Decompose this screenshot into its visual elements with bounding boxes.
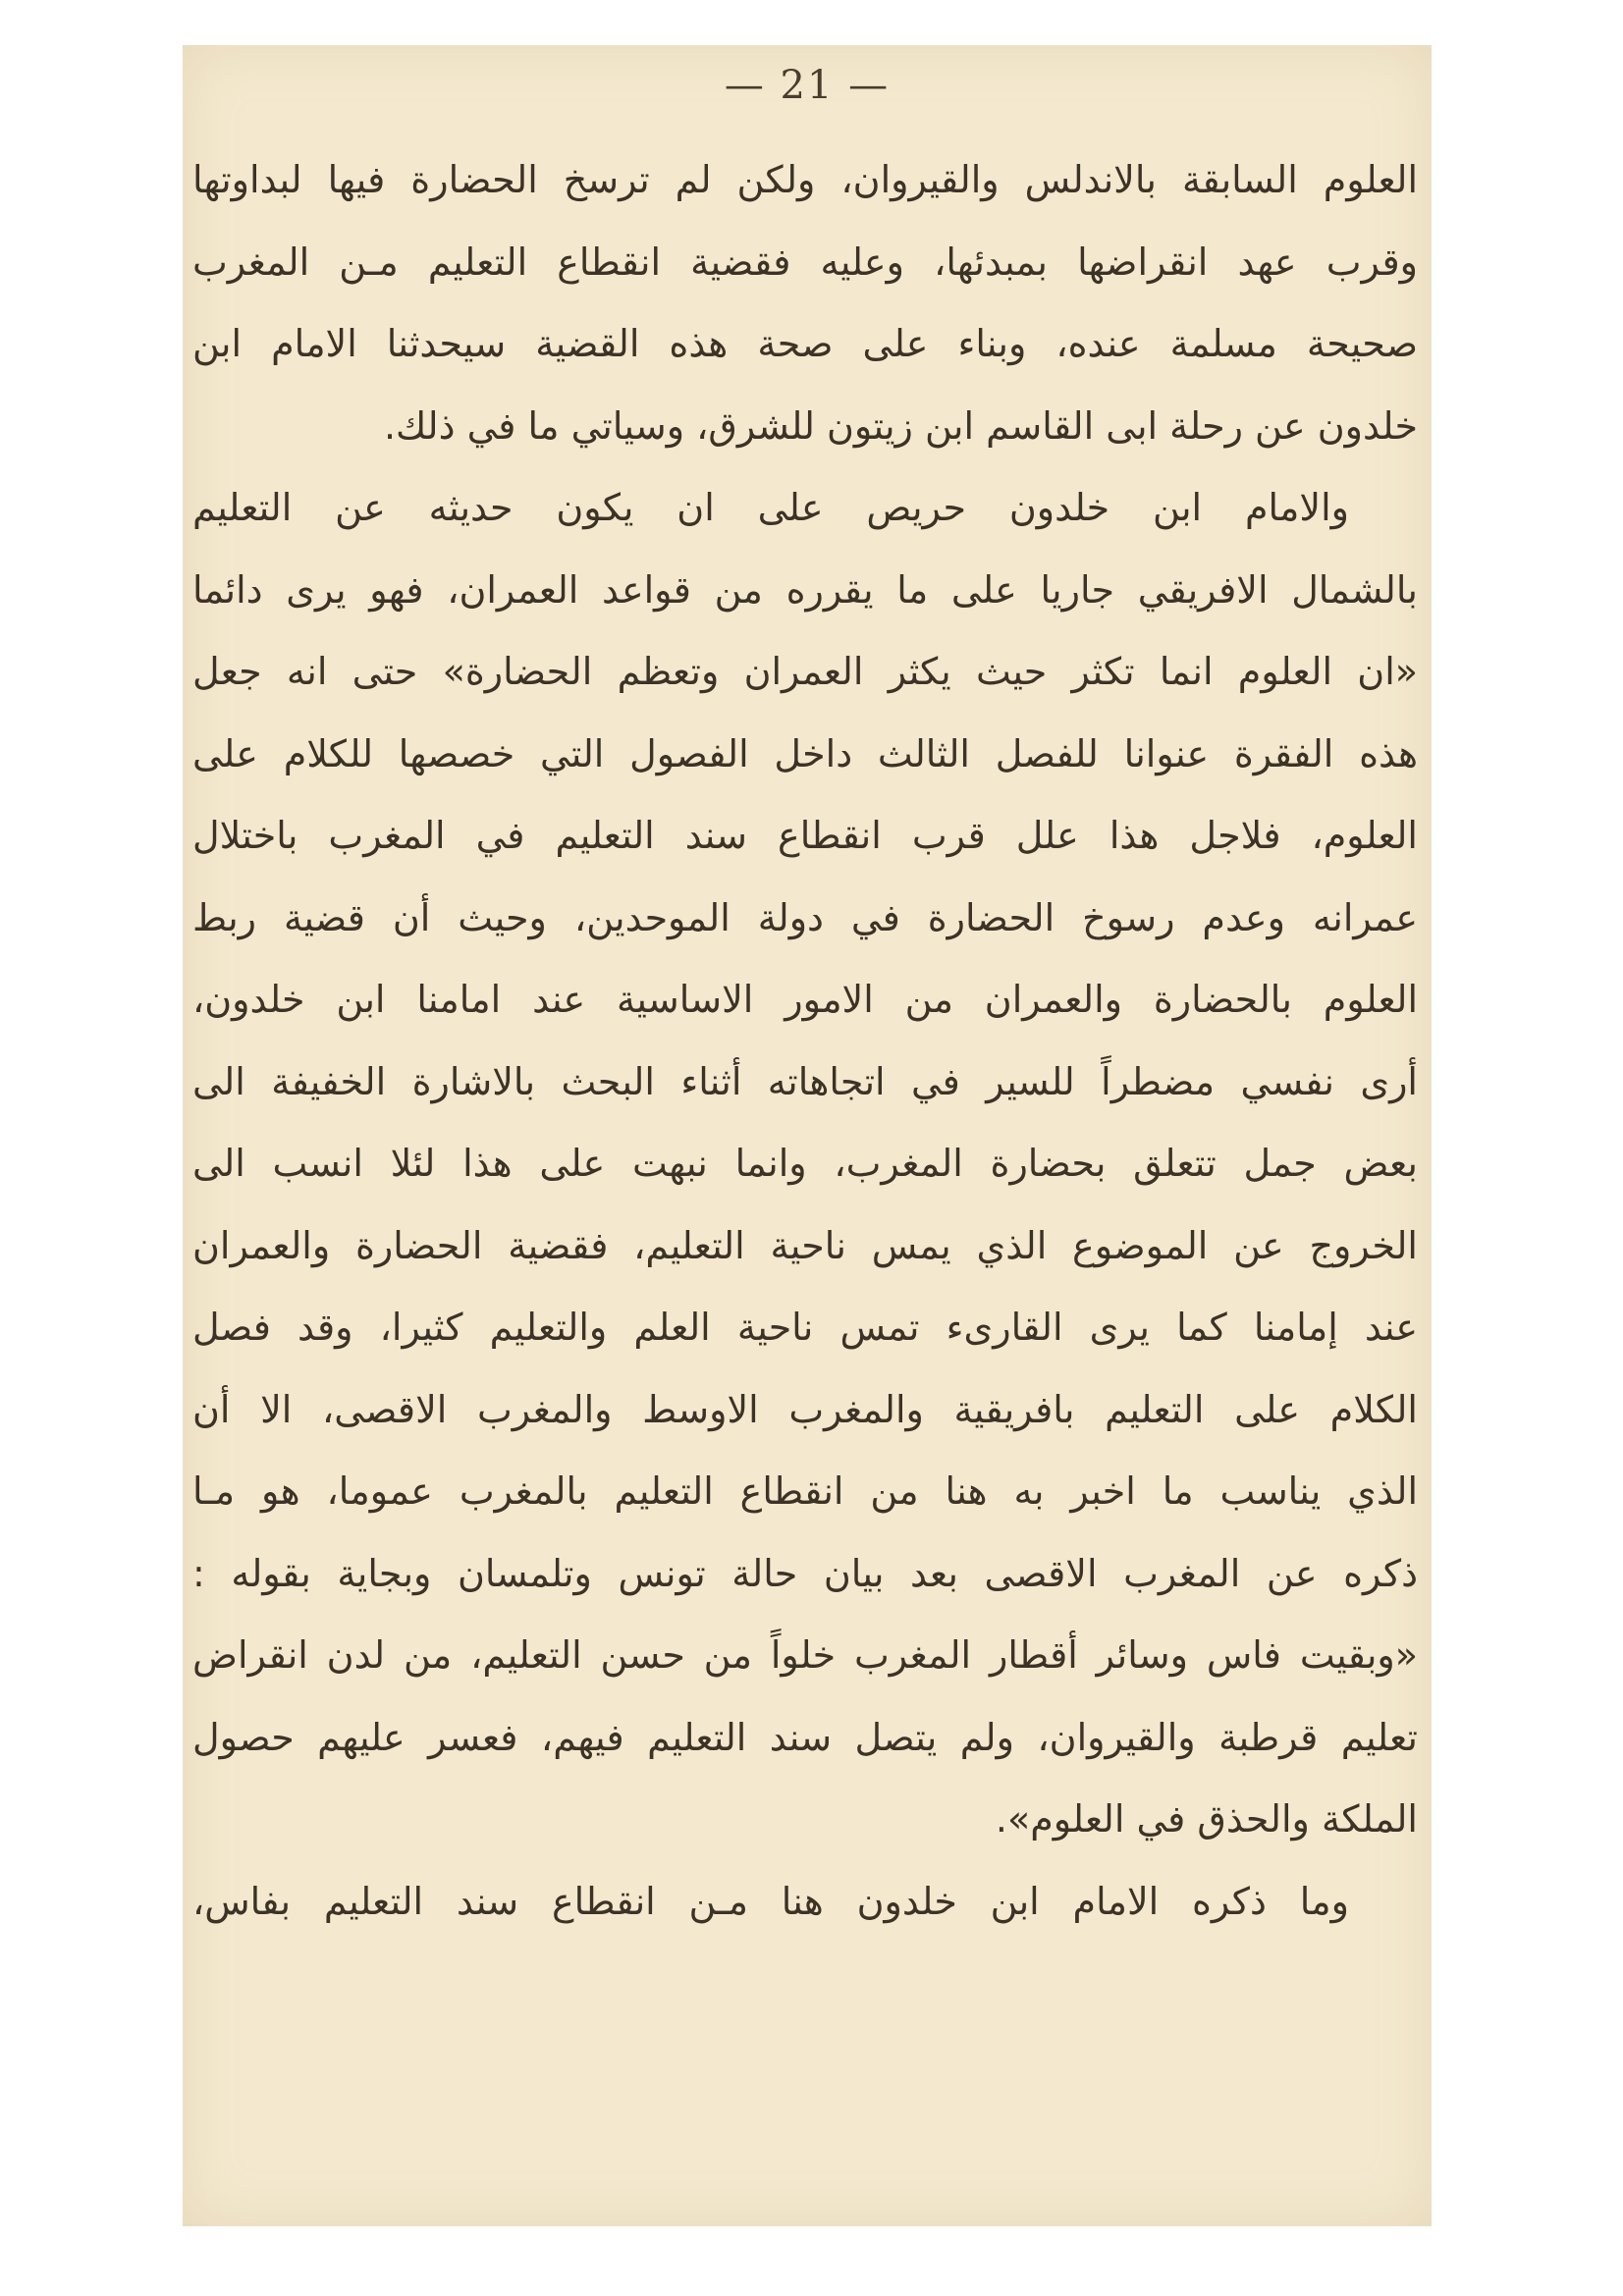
text-line: الكلام على التعليم بافريقية والمغرب الاوسط والمغرب الاقصى، الا أن <box>192 1387 1418 1431</box>
text-line: العلوم، فلاجل هذا علل قرب انقطاع سند التعليم في المغرب باختلال <box>192 814 1418 857</box>
text-line: خلدون عن رحلة ابى القاسم ابن زيتون للشرق، وسياتي ما في ذلك. <box>383 403 1418 448</box>
text-line: والامام ابن خلدون حريص على ان يكون حديثه عن التعليم <box>192 486 1349 529</box>
text-line: العلوم السابقة بالاندلس والقيروان، ولكن لم ترسخ الحضارة فيها لبداوتها <box>192 158 1418 201</box>
page-body-text <box>192 139 1418 1943</box>
page-number: — 21 — <box>724 63 891 108</box>
text-line: عمرانه وعدم رسوخ الحضارة في دولة الموحدين، وحيث أن قضية ربط <box>192 895 1418 939</box>
text-line: تعليم قرطبة والقيروان، ولم يتصل سند التعليم فيهم، فعسر عليهم حصول <box>192 1715 1418 1759</box>
text-line: هذه الفقرة عنوانا للفصل الثالث داخل الفصول التي خصصها للكلام على <box>192 731 1418 775</box>
text-line: بعض جمل تتعلق بحضارة المغرب، وانما نبهت على هذا لئلا انسب الى <box>192 1142 1418 1185</box>
text-line: ذكره عن المغرب الاقصى بعد بيان حالة تونس وتلمسان وبجاية بقوله : <box>192 1551 1418 1595</box>
text-line: وما ذكره الامام ابن خلدون هنا مـن انقطاع سند التعليم بفاس، <box>192 1879 1349 1923</box>
text-line: «ان العلوم انما تكثر حيث يكثر العمران وتعظم الحضارة» حتى انه جعل <box>192 650 1418 693</box>
text-line: الخروج عن الموضوع الذي يمس ناحية التعليم، فقضية الحضارة والعمران <box>192 1223 1418 1267</box>
text-line: وقرب عهد انقراضها بمبدئها، وعليه فقضية انقطاع التعليم مـن المغرب <box>192 240 1418 284</box>
text-line: «وبقيت فاس وسائر أقطار المغرب خلواً من حسن التعليم، من لدن انقراض <box>192 1633 1418 1677</box>
book-page <box>183 45 1432 2226</box>
text-line: الذي يناسب ما اخبر به هنا من انقطاع التعليم بالمغرب عموما، هو مـا <box>192 1469 1418 1513</box>
text-line: صحيحة مسلمة عنده، وبناء على صحة هذه القضية سيحدثنا الامام ابن <box>192 322 1418 365</box>
text-line: الملكة والحذق في العلوم». <box>995 1797 1418 1841</box>
text-line: العلوم بالحضارة والعمران من الامور الاساسية عند امامنا ابن خلدون، <box>192 978 1418 1021</box>
text-line: بالشمال الافريقي جاريا على ما يقرره من قواعد العمران، فهو يرى دائما <box>192 567 1418 612</box>
text-line: أرى نفسي مضطراً للسير في اتجاهاته أثناء البحث بالاشارة الخفيفة الى <box>192 1059 1418 1103</box>
text-line: عند إمامنا كما يرى القارىء تمس ناحية العلم والتعليم كثيرا، وقد فصل <box>192 1306 1418 1349</box>
